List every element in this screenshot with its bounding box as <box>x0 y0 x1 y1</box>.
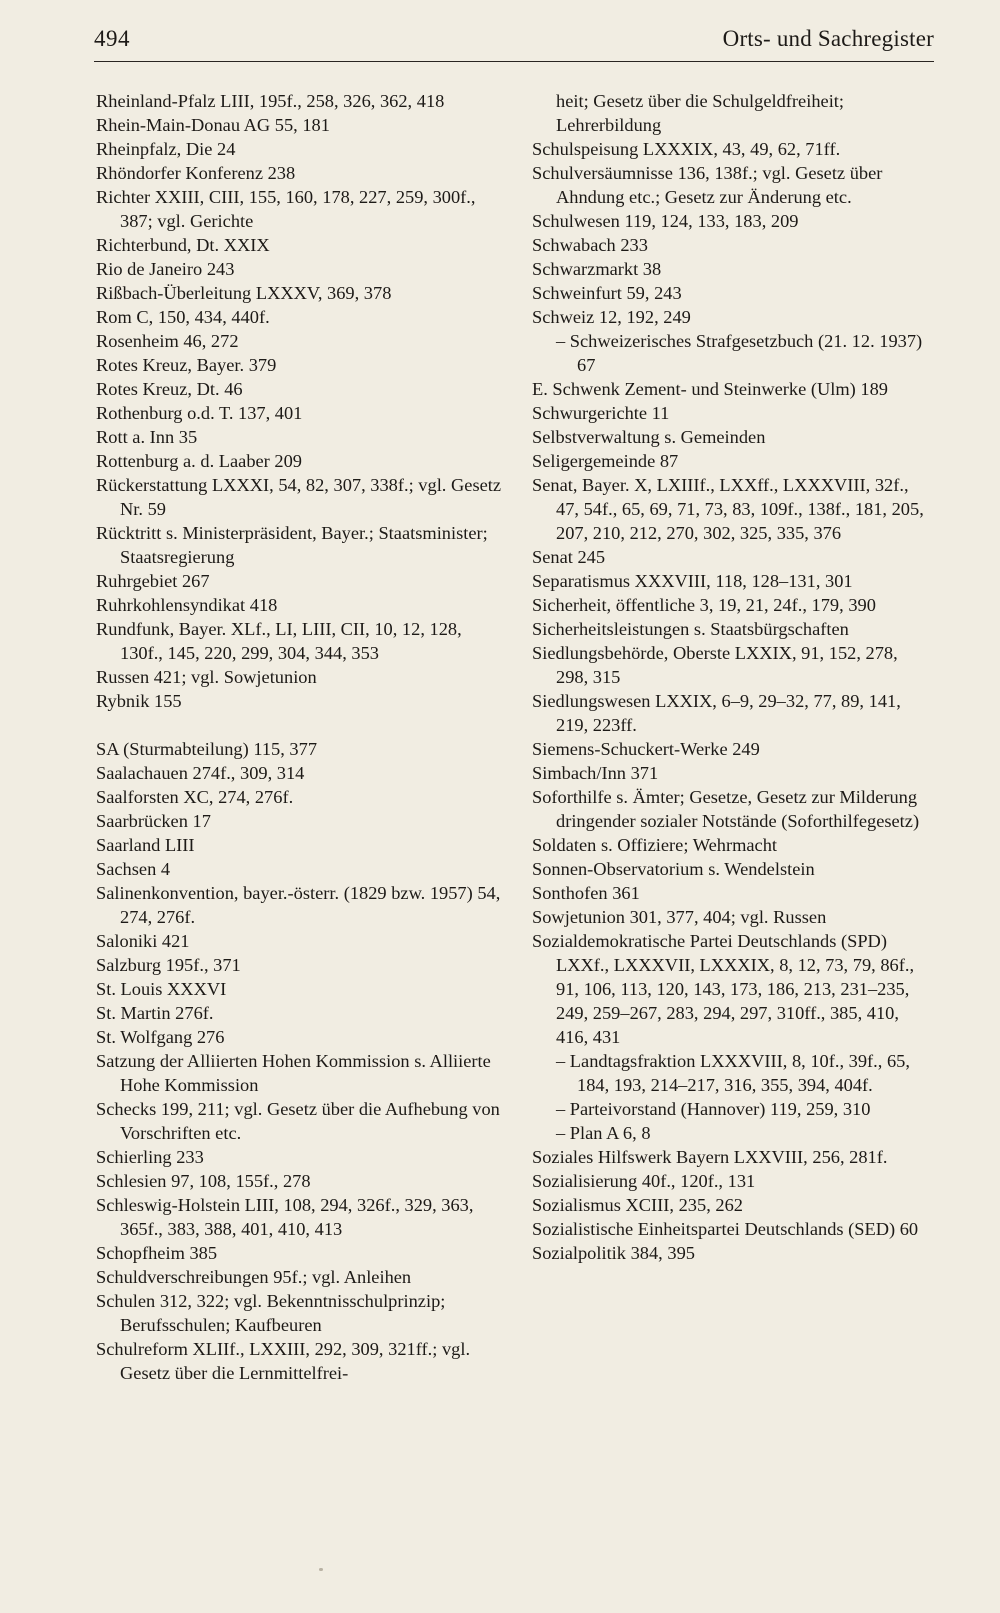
index-entry: Saarbrücken 17 <box>96 811 211 831</box>
index-entry: Richterbund, Dt. XXIX <box>96 235 270 255</box>
index-entry: Rott a. Inn 35 <box>96 427 198 447</box>
index-entry: St. Martin 276f. <box>96 1003 214 1023</box>
index-entry: Sonnen-Observatorium s. Wendelstein <box>532 859 815 879</box>
index-entry: St. Wolfgang 276 <box>96 1027 225 1047</box>
index-entry: Sozialistische Einheitspartei Deutschlands (SED) 60 <box>532 1219 919 1239</box>
index-entry: Schulversäumnisse 136, 138f.; vgl. Gesetz über Ahndung etc.; Gesetz zur Änderung etc. <box>532 163 883 207</box>
index-entry: Rom C, 150, 434, 440f. <box>96 307 270 327</box>
index-entry: Richter XXIII, CIII, 155, 160, 178, 227, 259, 300f., 387; vgl. Gerichte <box>96 187 476 231</box>
index-entry-continuation: heit; Gesetz über die Schulgeldfreiheit; Lehrerbildung <box>556 91 845 135</box>
page-header <box>94 26 934 60</box>
index-entry: Rybnik 155 <box>96 691 182 711</box>
index-entry: Siemens-Schuckert-Werke 249 <box>532 739 760 759</box>
index-entry: Rundfunk, Bayer. XLf., LI, LIII, CII, 10, 12, 128, 130f., 145, 220, 299, 304, 344, 353 <box>96 619 462 663</box>
index-entry: Sozialismus XCIII, 235, 262 <box>532 1195 743 1215</box>
index-entry: Rotes Kreuz, Dt. 46 <box>96 379 243 399</box>
index-entry: Schecks 199, 211; vgl. Gesetz über die Aufhebung von Vorschriften etc. <box>96 1099 500 1143</box>
index-entry: Schleswig-Holstein LIII, 108, 294, 326f., 329, 363, 365f., 383, 388, 401, 410, 413 <box>96 1195 474 1239</box>
index-entry: Saarland LIII <box>96 835 195 855</box>
index-entry: Russen 421; vgl. Sowjetunion <box>96 667 317 687</box>
index-entry: Sicherheitsleistungen s. Staatsbürgschaften <box>532 619 849 639</box>
index-entry: Rosenheim 46, 272 <box>96 331 239 351</box>
index-entry: Schopfheim 385 <box>96 1243 218 1263</box>
index-entry: Schweinfurt 59, 243 <box>532 283 682 303</box>
index-entry: Schulreform XLIIf., LXXIII, 292, 309, 321ff.; vgl. Gesetz über die Lernmittelfrei- <box>96 1339 471 1383</box>
index-entry: Sozialdemokratische Partei Deutschlands (SPD) LXXf., LXXXVII, LXXXIX, 8, 12, 73, 79, 86f., 91, 106, 113, 120, 143, 173, 186, 213, 231–235, 249, 259–267, 283, 294, 297, 310ff., 385, 410, 416, 431 <box>532 931 915 1047</box>
index-entry: Rhein-Main-Donau AG 55, 181 <box>96 115 330 135</box>
index-entry: Schulwesen 119, 124, 133, 183, 209 <box>532 211 799 231</box>
index-entry: Rheinland-Pfalz LIII, 195f., 258, 326, 362, 418 <box>96 91 445 111</box>
index-entry: St. Louis XXXVI <box>96 979 227 999</box>
index-entry: Schwarzmarkt 38 <box>532 259 662 279</box>
page-number: 494 <box>94 26 130 51</box>
index-entry: Rotes Kreuz, Bayer. 379 <box>96 355 277 375</box>
index-entry: Sonthofen 361 <box>532 883 640 903</box>
index-entry: Rißbach-Überleitung LXXXV, 369, 378 <box>96 283 392 303</box>
index-entry: Schierling 233 <box>96 1147 204 1167</box>
right-index-column <box>532 89 934 1265</box>
index-entry: Rückerstattung LXXXI, 54, 82, 307, 338f.; vgl. Gesetz Nr. 59 <box>96 475 502 519</box>
index-entry: Rottenburg a. d. Laaber 209 <box>96 451 302 471</box>
index-entry: Saloniki 421 <box>96 931 190 951</box>
index-subentry: – Plan A 6, 8 <box>556 1123 651 1143</box>
index-entry: Senat 245 <box>532 547 606 567</box>
index-entry: Selbstverwaltung s. Gemeinden <box>532 427 766 447</box>
index-entry: Satzung der Alliierten Hohen Kommission s. Alliierte Hohe Kommission <box>96 1051 491 1095</box>
index-entry: Ruhrkohlensyndikat 418 <box>96 595 278 615</box>
index-entry: Sozialisierung 40f., 120f., 131 <box>532 1171 756 1191</box>
index-entry: Schwurgerichte 11 <box>532 403 670 423</box>
index-entry: Schlesien 97, 108, 155f., 278 <box>96 1171 311 1191</box>
index-entry: Siedlungswesen LXXIX, 6–9, 29–32, 77, 89, 141, 219, 223ff. <box>532 691 901 735</box>
index-entry: E. Schwenk Zement- und Steinwerke (Ulm) 189 <box>532 379 888 399</box>
index-entry: Sicherheit, öffentliche 3, 19, 21, 24f., 179, 390 <box>532 595 876 615</box>
paper-speck <box>319 1568 323 1571</box>
index-entry: Seligergemeinde 87 <box>532 451 679 471</box>
index-entry: Salzburg 195f., 371 <box>96 955 241 975</box>
index-entry: Ruhrgebiet 267 <box>96 571 210 591</box>
index-entry: Schweiz 12, 192, 249 <box>532 307 691 327</box>
index-entry: Schulen 312, 322; vgl. Bekenntnisschulprinzip; Berufsschulen; Kaufbeuren <box>96 1291 446 1335</box>
running-head: Orts- und Sachregister <box>722 26 934 51</box>
index-entry: Soforthilfe s. Ämter; Gesetze, Gesetz zur Milderung dringender sozialer Notstände (Soforthilfegesetz) <box>532 787 920 831</box>
index-entry: Soziales Hilfswerk Bayern LXXVIII, 256, 281f. <box>532 1147 888 1167</box>
index-entry: Rücktritt s. Ministerpräsident, Bayer.; Staatsminister; Staatsregierung <box>96 523 488 567</box>
index-entry: Rhöndorfer Konferenz 238 <box>96 163 296 183</box>
index-entry: Salinenkonvention, bayer.-österr. (1829 bzw. 1957) 54, 274, 276f. <box>96 883 501 927</box>
index-entry: Soldaten s. Offiziere; Wehrmacht <box>532 835 778 855</box>
index-entry: Simbach/Inn 371 <box>532 763 659 783</box>
header-rule <box>94 61 934 62</box>
section-gap <box>96 713 504 737</box>
index-entry: Schulspeisung LXXXIX, 43, 49, 62, 71ff. <box>532 139 841 159</box>
index-subentry: – Landtagsfraktion LXXXVIII, 8, 10f., 39f., 65, 184, 193, 214–217, 316, 355, 394, 404f. <box>556 1051 910 1095</box>
index-entry: SA (Sturmabteilung) 115, 377 <box>96 739 318 759</box>
index-entry: Rheinpfalz, Die 24 <box>96 139 236 159</box>
index-entry: Sachsen 4 <box>96 859 171 879</box>
index-subentry: – Schweizerisches Strafgesetzbuch (21. 12. 1937) 67 <box>556 331 923 375</box>
left-index-column <box>96 89 504 1385</box>
index-subentry: – Parteivorstand (Hannover) 119, 259, 310 <box>556 1099 871 1119</box>
index-entry: Rothenburg o.d. T. 137, 401 <box>96 403 303 423</box>
index-entry: Saalachauen 274f., 309, 314 <box>96 763 305 783</box>
index-entry: Rio de Janeiro 243 <box>96 259 235 279</box>
index-entry: Separatismus XXXVIII, 118, 128–131, 301 <box>532 571 853 591</box>
index-entry: Schwabach 233 <box>532 235 648 255</box>
index-entry: Sozialpolitik 384, 395 <box>532 1243 695 1263</box>
index-entry: Saalforsten XC, 274, 276f. <box>96 787 294 807</box>
index-entry: Senat, Bayer. X, LXIIIf., LXXff., LXXXVIII, 32f., 47, 54f., 65, 69, 71, 73, 83, 109f., 138f., 181, 205, 207, 210, 212, 270, 302, 325, 335, 376 <box>532 475 924 543</box>
index-entry: Sowjetunion 301, 377, 404; vgl. Russen <box>532 907 827 927</box>
index-entry: Siedlungsbehörde, Oberste LXXIX, 91, 152, 278, 298, 315 <box>532 643 898 687</box>
index-entry: Schuldverschreibungen 95f.; vgl. Anleihen <box>96 1267 412 1287</box>
